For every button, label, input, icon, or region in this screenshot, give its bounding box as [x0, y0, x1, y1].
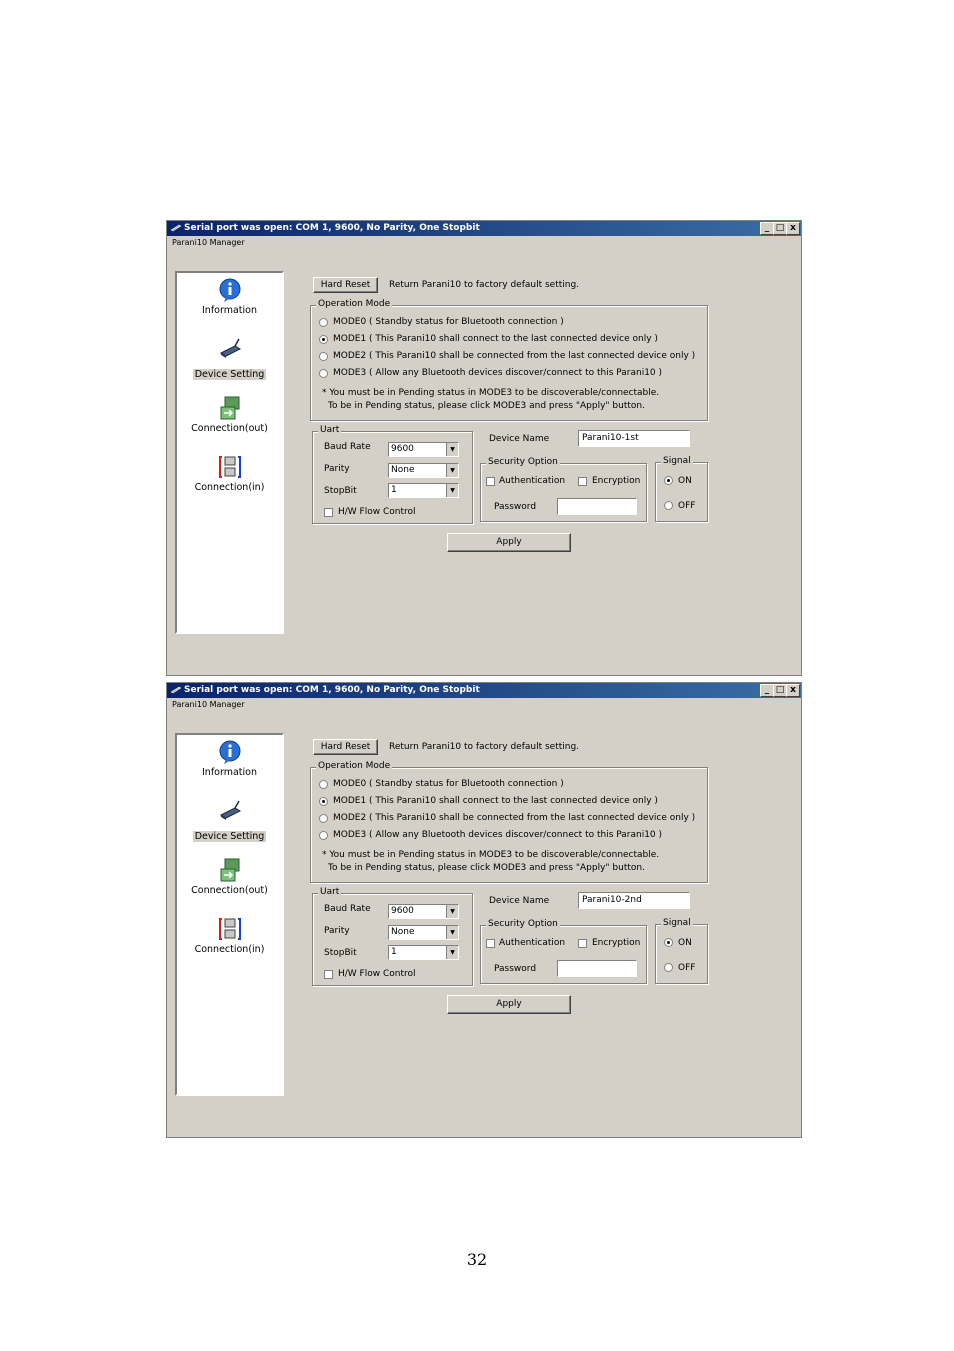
baud-rate-value: 9600	[391, 906, 414, 916]
flow-control-label[interactable]: H/W Flow Control	[338, 969, 416, 979]
authentication-label[interactable]: Authentication	[499, 476, 566, 486]
sidebar-item-connection-in[interactable]	[177, 454, 282, 493]
title-bar[interactable]	[167, 683, 801, 698]
baud-rate-select[interactable]	[388, 442, 459, 457]
maximize-button[interactable]: □	[773, 684, 787, 697]
minimize-button[interactable]: _	[760, 222, 774, 235]
password-label: Password	[494, 964, 537, 974]
encryption-label[interactable]: Encryption	[592, 476, 641, 486]
signal-group	[655, 456, 708, 522]
signal-label: Signal	[663, 456, 691, 466]
sidebar-item-connection-in[interactable]	[177, 916, 282, 955]
hard-reset-description: Return Parani10 to factory default setting.	[389, 742, 580, 752]
signal-off-label[interactable]: OFF	[678, 501, 696, 511]
mode3-label[interactable]: MODE3 ( Allow any Bluetooth devices discover/connect to this Parani10 )	[333, 368, 663, 378]
security-option-label: Security Option	[488, 919, 558, 929]
app-name: Parani10 Manager	[172, 700, 245, 709]
sidebar-item-label: Connection(out)	[191, 423, 268, 434]
close-button[interactable]: x	[786, 222, 800, 235]
chevron-down-icon[interactable]: ▼	[446, 946, 458, 959]
password-label: Password	[494, 502, 537, 512]
security-option-label: Security Option	[488, 457, 558, 467]
signal-off-radio[interactable]	[664, 963, 673, 972]
hard-reset-button[interactable]: Hard Reset	[313, 277, 378, 293]
signal-on-radio[interactable]	[664, 938, 673, 947]
sidebar-item-information[interactable]	[177, 277, 282, 316]
connection-out-icon	[217, 857, 243, 883]
sidebar-item-connection-out[interactable]	[177, 857, 282, 896]
password-input[interactable]	[557, 498, 637, 515]
parani-manager-window	[166, 220, 802, 676]
signal-off-radio[interactable]	[664, 501, 673, 510]
sidebar-item-label: Information	[202, 305, 257, 316]
app-icon	[171, 686, 181, 694]
encryption-checkbox[interactable]	[578, 477, 587, 486]
device-name-input[interactable]: Parani10-1st	[578, 430, 690, 447]
mode2-radio[interactable]	[319, 352, 328, 361]
stopbit-select[interactable]	[388, 483, 459, 498]
app-name: Parani10 Manager	[172, 238, 245, 247]
mode3-note-line2: To be in Pending status, please click MODE3 and press "Apply" button.	[328, 401, 645, 411]
encryption-label[interactable]: Encryption	[592, 938, 641, 948]
device-name-label: Device Name	[489, 434, 550, 444]
sidebar	[175, 271, 284, 634]
sidebar-item-label: Information	[202, 767, 257, 778]
window-title: Serial port was open: COM 1, 9600, No Parity, One Stopbit	[184, 223, 480, 233]
authentication-checkbox[interactable]	[486, 939, 495, 948]
authentication-label[interactable]: Authentication	[499, 938, 566, 948]
signal-label: Signal	[663, 918, 691, 928]
signal-group	[655, 918, 708, 984]
device-setting-icon	[217, 336, 243, 362]
signal-on-label[interactable]: ON	[678, 938, 692, 948]
mode1-radio[interactable]	[319, 797, 328, 806]
parani-manager-window	[166, 682, 802, 1138]
close-button[interactable]: x	[786, 684, 800, 697]
sidebar-item-label: Connection(in)	[194, 482, 265, 493]
mode3-label[interactable]: MODE3 ( Allow any Bluetooth devices discover/connect to this Parani10 )	[333, 830, 663, 840]
stopbit-label: StopBit	[324, 486, 357, 496]
mode0-radio[interactable]	[319, 780, 328, 789]
information-icon	[217, 277, 243, 303]
stopbit-label: StopBit	[324, 948, 357, 958]
title-bar[interactable]	[167, 221, 801, 236]
mode3-note-line2: To be in Pending status, please click MODE3 and press "Apply" button.	[328, 863, 645, 873]
connection-out-icon	[217, 395, 243, 421]
maximize-button[interactable]: □	[773, 222, 787, 235]
connection-in-icon	[217, 916, 243, 942]
baud-rate-value: 9600	[391, 444, 414, 454]
chevron-down-icon[interactable]: ▼	[446, 464, 458, 477]
parity-select[interactable]	[388, 925, 459, 940]
baud-rate-select[interactable]	[388, 904, 459, 919]
flow-control-label[interactable]: H/W Flow Control	[338, 507, 416, 517]
mode0-label[interactable]: MODE0 ( Standby status for Bluetooth connection )	[333, 779, 564, 789]
hard-reset-button[interactable]: Hard Reset	[313, 739, 378, 755]
encryption-checkbox[interactable]	[578, 939, 587, 948]
chevron-down-icon[interactable]: ▼	[446, 443, 458, 456]
mode3-radio[interactable]	[319, 369, 328, 378]
hard-reset-description: Return Parani10 to factory default setting.	[389, 280, 580, 290]
parity-label: Parity	[324, 926, 350, 936]
flow-control-checkbox[interactable]	[324, 970, 333, 979]
mode3-note-line1: * You must be in Pending status in MODE3 to be discoverable/connectable.	[322, 388, 660, 398]
authentication-checkbox[interactable]	[486, 477, 495, 486]
parity-value: None	[391, 927, 415, 937]
signal-off-label[interactable]: OFF	[678, 963, 696, 973]
mode3-note-line1: * You must be in Pending status in MODE3 to be discoverable/connectable.	[322, 850, 660, 860]
parity-value: None	[391, 465, 415, 475]
sidebar-item-label: Connection(in)	[194, 944, 265, 955]
sidebar-item-information[interactable]	[177, 739, 282, 778]
device-name-input[interactable]: Parani10-2nd	[578, 892, 690, 909]
chevron-down-icon[interactable]: ▼	[446, 926, 458, 939]
apply-button[interactable]: Apply	[447, 533, 571, 552]
apply-button[interactable]: Apply	[447, 995, 571, 1014]
password-input[interactable]	[557, 960, 637, 977]
page-number: 32	[466, 1250, 488, 1269]
mode1-radio[interactable]	[319, 335, 328, 344]
device-name-label: Device Name	[489, 896, 550, 906]
sidebar-item-device-setting[interactable]	[177, 798, 282, 843]
mode2-radio[interactable]	[319, 814, 328, 823]
sidebar-item-connection-out[interactable]	[177, 395, 282, 434]
sidebar	[175, 733, 284, 1096]
sidebar-item-label: Device Setting	[194, 369, 265, 380]
operation-mode-label: Operation Mode	[318, 299, 391, 309]
stopbit-value: 1	[391, 485, 397, 495]
app-icon	[171, 224, 181, 232]
mode0-radio[interactable]	[319, 318, 328, 327]
stopbit-select[interactable]	[388, 945, 459, 960]
flow-control-checkbox[interactable]	[324, 508, 333, 517]
parity-select[interactable]	[388, 463, 459, 478]
signal-on-radio[interactable]	[664, 476, 673, 485]
baud-rate-label: Baud Rate	[324, 442, 371, 452]
chevron-down-icon[interactable]: ▼	[446, 484, 458, 497]
uart-label: Uart	[320, 887, 340, 897]
mode2-label[interactable]: MODE2 ( This Parani10 shall be connected from the last connected device only )	[333, 351, 696, 361]
mode0-label[interactable]: MODE0 ( Standby status for Bluetooth connection )	[333, 317, 564, 327]
baud-rate-label: Baud Rate	[324, 904, 371, 914]
information-icon	[217, 739, 243, 765]
sidebar-item-device-setting[interactable]	[177, 336, 282, 381]
mode2-label[interactable]: MODE2 ( This Parani10 shall be connected from the last connected device only )	[333, 813, 696, 823]
stopbit-value: 1	[391, 947, 397, 957]
connection-in-icon	[217, 454, 243, 480]
minimize-button[interactable]: _	[760, 684, 774, 697]
chevron-down-icon[interactable]: ▼	[446, 905, 458, 918]
device-setting-icon	[217, 798, 243, 824]
mode1-label[interactable]: MODE1 ( This Parani10 shall connect to the last connected device only )	[333, 334, 658, 344]
sidebar-item-label: Device Setting	[194, 831, 265, 842]
window-title: Serial port was open: COM 1, 9600, No Parity, One Stopbit	[184, 685, 480, 695]
sidebar-item-label: Connection(out)	[191, 885, 268, 896]
mode1-label[interactable]: MODE1 ( This Parani10 shall connect to the last connected device only )	[333, 796, 658, 806]
signal-on-label[interactable]: ON	[678, 476, 692, 486]
parity-label: Parity	[324, 464, 350, 474]
mode3-radio[interactable]	[319, 831, 328, 840]
operation-mode-label: Operation Mode	[318, 761, 391, 771]
uart-label: Uart	[320, 425, 340, 435]
